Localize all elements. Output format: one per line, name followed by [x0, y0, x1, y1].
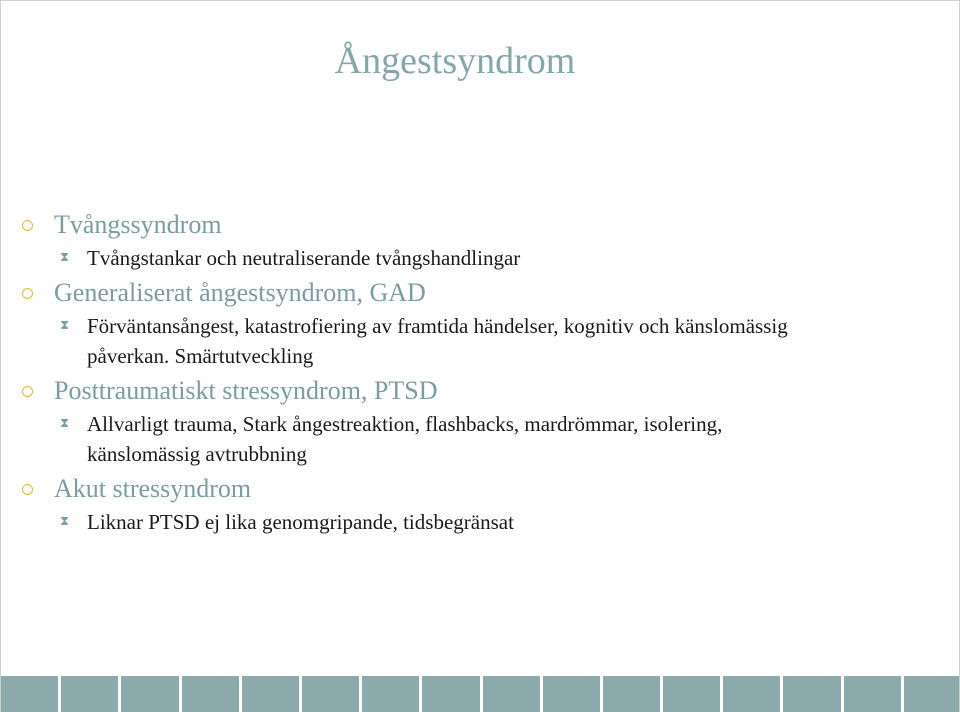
footer-bar-segment: [844, 676, 901, 712]
footer-bar-segment: [302, 676, 359, 712]
hourglass-bullet-icon: ⧗: [60, 416, 70, 431]
footer-bar-segment: [603, 676, 660, 712]
section-heading-gad: [1, 275, 960, 311]
footer-bar: [1, 676, 960, 712]
section-heading-text: Posttraumatiskt stressyndrom, PTSD: [54, 376, 438, 405]
list-item: [1, 243, 960, 273]
footer-bar-segment: [422, 676, 479, 712]
footer-bar-segment: [182, 676, 239, 712]
list-item-text: Allvarligt trauma, Stark ångestreaktion, flashbacks, mardrömmar, isolering, känslomässig avtrubbning: [87, 412, 723, 466]
list-item: [1, 507, 960, 537]
section-heading-ptsd: [1, 373, 960, 409]
footer-bar-segment: [663, 676, 720, 712]
section-heading-text: Tvångssyndrom: [54, 210, 222, 239]
footer-bar-segment: [783, 676, 840, 712]
footer-bar-segment: [904, 676, 960, 712]
list-item-text: Förväntansångest, katastrofiering av framtida händelser, kognitiv och känslomässig påverkan. Smärtutveckling: [87, 314, 788, 368]
section-heading-tvangssyndrom: [1, 207, 960, 243]
slide-title: Ångestsyndrom: [334, 40, 576, 82]
footer-bar-segment: [121, 676, 178, 712]
hourglass-bullet-icon: ⧗: [60, 250, 70, 265]
footer-bar-segment: [483, 676, 540, 712]
section-heading-text: Generaliserat ångestsyndrom, GAD: [54, 278, 426, 307]
section-heading-akut-stressyndrom: [1, 471, 960, 507]
list-item: [1, 409, 960, 469]
footer-bar-segment: [61, 676, 118, 712]
bullet-list: [1, 207, 960, 539]
hourglass-bullet-icon: ⧗: [60, 318, 70, 333]
circle-bullet-icon: [22, 220, 33, 231]
hourglass-bullet-icon: ⧗: [60, 514, 70, 529]
list-item-text: Liknar PTSD ej lika genomgripande, tidsbegränsat: [87, 510, 514, 534]
list-item: [1, 311, 960, 371]
footer-bar-segment: [723, 676, 780, 712]
footer-bar-segment: [362, 676, 419, 712]
footer-bar-segment: [543, 676, 600, 712]
circle-bullet-icon: [22, 288, 33, 299]
footer-bar-segment: [1, 676, 58, 712]
footer-bar-segment: [242, 676, 299, 712]
circle-bullet-icon: [22, 484, 33, 495]
circle-bullet-icon: [22, 386, 33, 397]
section-heading-text: Akut stressyndrom: [54, 474, 252, 503]
list-item-text: Tvångstankar och neutraliserande tvångshandlingar: [87, 246, 521, 270]
